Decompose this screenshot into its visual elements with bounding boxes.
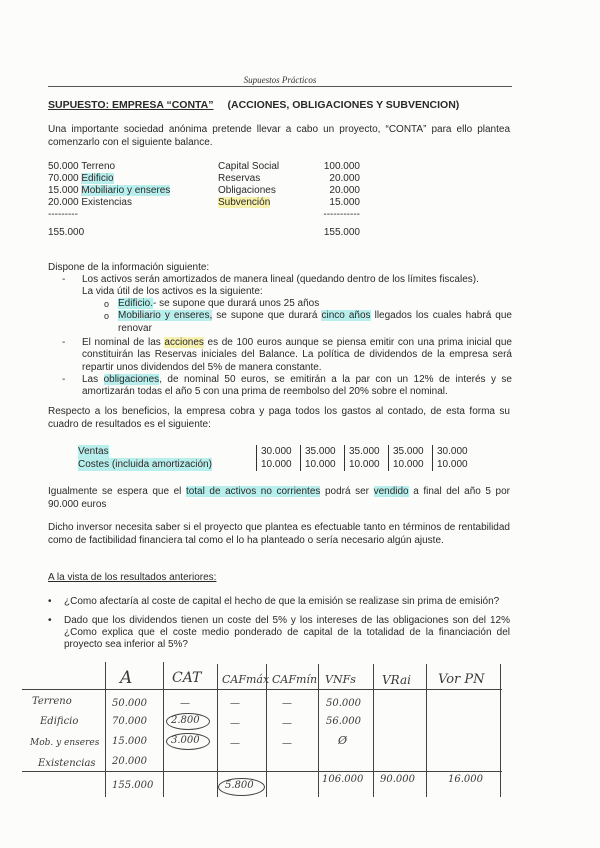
asset-row: 70.000 Edificio bbox=[48, 173, 114, 184]
liability-row: Subvención 15.000 bbox=[218, 197, 360, 208]
liability-row: Reservas 20.000 bbox=[218, 173, 360, 184]
results-cell: 35.000 bbox=[388, 445, 433, 458]
info-intro: Dispone de la información siguiente: bbox=[48, 262, 210, 273]
total-a: 155.000 bbox=[112, 780, 154, 791]
total-vnf: 106.000 bbox=[322, 774, 364, 785]
cell-cafmin: — bbox=[282, 698, 292, 709]
results-cell: 30.000 bbox=[256, 445, 301, 458]
col-cat: CAT bbox=[172, 670, 202, 686]
results-cell: 10.000 bbox=[300, 458, 345, 471]
title-sub: (ACCIONES, OBLIGACIONES Y SUBVENCION) bbox=[227, 99, 460, 111]
info-list bbox=[52, 274, 512, 299]
cell-cat: 2.800 bbox=[171, 715, 200, 726]
results-label-ventas: Ventas bbox=[78, 446, 109, 457]
results-cell: 10.000 bbox=[388, 458, 433, 471]
balance-assets bbox=[48, 161, 170, 239]
col-vr: VRai bbox=[382, 673, 411, 687]
results-cell: 30.000 bbox=[432, 445, 477, 458]
results-label-costes: Costes (incluida amortización) bbox=[78, 459, 212, 470]
results-cell: 10.000 bbox=[344, 458, 389, 471]
row-label: Edificio bbox=[40, 716, 79, 727]
total-assets: 155.000 bbox=[48, 227, 85, 238]
cell-a: 70.000 bbox=[112, 716, 147, 727]
asset-row: 20.000 Existencias bbox=[48, 197, 132, 208]
question-list bbox=[48, 596, 510, 658]
total-pn: 16.000 bbox=[448, 774, 483, 785]
balance-liabilities bbox=[218, 161, 360, 239]
col-pn: Vor PN bbox=[438, 672, 485, 687]
investor-paragraph: Dicho inversor necesita saber si el proyecto que plantea es efectuable tanto en términos de rentabilidad como de factibilidad financiera tal como el lo ha planteado o sería necesario algún ajuste. bbox=[48, 522, 510, 546]
results-cell: 10.000 bbox=[256, 458, 301, 471]
results-cell: 35.000 bbox=[344, 445, 389, 458]
info-item-2: - El nominal de las acciones es de 100 euros aunque se piensa emitir con una prima inicial que constituirán las Reservas iniciales del Balance. La política de dividendos de la empresa será repartir unos dividendos del 5% de manera constante. bbox=[52, 337, 512, 374]
liability-row: Obligaciones 20.000 bbox=[218, 185, 360, 196]
cell-cat: 3.000 bbox=[171, 735, 200, 746]
cell-cafmin: — bbox=[282, 718, 292, 729]
cell-a: 20.000 bbox=[112, 756, 147, 767]
view-title: A la vista de los resultados anteriores: bbox=[48, 572, 217, 583]
cell-vnf: Ø bbox=[338, 734, 348, 747]
cell-cafmax: — bbox=[230, 738, 240, 749]
results-intro: Respecto a los beneficios, la empresa cobra y paga todos los gastos al contado, de esta forma su cuadro de resultados es el siguiente: bbox=[48, 406, 510, 430]
row-label: Existencias bbox=[38, 758, 96, 769]
total-liabilities: 155.000 bbox=[323, 227, 360, 238]
cell-cafmin: — bbox=[282, 738, 292, 749]
life-edificio: o Edificio.- se supone que durará unos 25 años bbox=[52, 298, 512, 310]
total-vr: 90.000 bbox=[380, 774, 415, 785]
info-item-1: - Los activos serán amortizados de manera lineal (quedando dentro de los límites fiscales). La vida útil de los activos es la siguiente: bbox=[52, 274, 512, 299]
total-cat: 5.800 bbox=[225, 780, 254, 791]
col-cafmin: CAFmín bbox=[272, 673, 318, 686]
results-cell: 35.000 bbox=[300, 445, 345, 458]
useful-life-intro: La vida útil de los activos es la siguiente: bbox=[82, 286, 263, 298]
cell-vnf: 50.000 bbox=[326, 698, 361, 709]
question-2: • Dado que los dividendos tienen un coste del 5% y los intereses de las obligaciones son del 12% ¿Como explica que el coste medio ponderado de capital de la totalidad de la financiación del proyecto sea inferior al 5%? bbox=[48, 615, 510, 651]
col-cafmax: CAFmáx bbox=[222, 673, 270, 686]
row-label: Mob. y enseres bbox=[30, 738, 100, 748]
exercise-title bbox=[48, 99, 459, 111]
sale-paragraph: Igualmente se espera que el total de activos no corrientes podrá ser vendido a final del año 5 por 90.000 euros bbox=[48, 486, 510, 510]
dash-row: ----------- bbox=[323, 209, 360, 220]
intro-paragraph: Una importante sociedad anónima pretende llevar a cabo un proyecto, “CONTA” para ello plantea comenzarlo con el siguiente balance. bbox=[48, 124, 510, 148]
col-a: A bbox=[120, 668, 133, 688]
cell-cat: — bbox=[180, 698, 190, 709]
row-label: Terreno bbox=[32, 696, 72, 707]
results-cell: 10.000 bbox=[432, 458, 477, 471]
info-list-cont bbox=[52, 337, 512, 398]
question-1: • ¿Como afectaría al coste de capital el hecho de que la emisión se realizase sin prima de emisión? bbox=[48, 596, 510, 608]
dash-row: --------- bbox=[48, 209, 78, 220]
info-item-3: - Las obligaciones, de nominal 50 euros, se emitirán a la par con un 12% de interés y se amortizarán todas el año 5 con una prima de reembolso del 20% sobre el nominal. bbox=[52, 374, 512, 399]
col-vnf: VNFs bbox=[325, 673, 356, 686]
cell-vnf: 56.000 bbox=[326, 716, 361, 727]
asset-row: 15.000 Mobiliario y enseres bbox=[48, 185, 171, 196]
cell-cafmax: — bbox=[230, 698, 240, 709]
liability-row: Capital Social 100.000 bbox=[218, 161, 360, 172]
cell-cafmax: — bbox=[230, 718, 240, 729]
title-main: SUPUESTO: EMPRESA “CONTA” bbox=[48, 99, 214, 111]
header-rule bbox=[48, 86, 512, 87]
cell-a: 50.000 bbox=[112, 698, 147, 709]
life-mobiliario: o Mobiliario y enseres, se supone que durará cinco años llegados los cuales habrá que renovar bbox=[52, 310, 512, 335]
asset-row: 50.000 Terreno bbox=[48, 161, 116, 172]
useful-life-list bbox=[52, 298, 512, 335]
cell-a: 15.000 bbox=[112, 736, 147, 747]
running-header: Supuestos Prácticos bbox=[243, 75, 317, 85]
